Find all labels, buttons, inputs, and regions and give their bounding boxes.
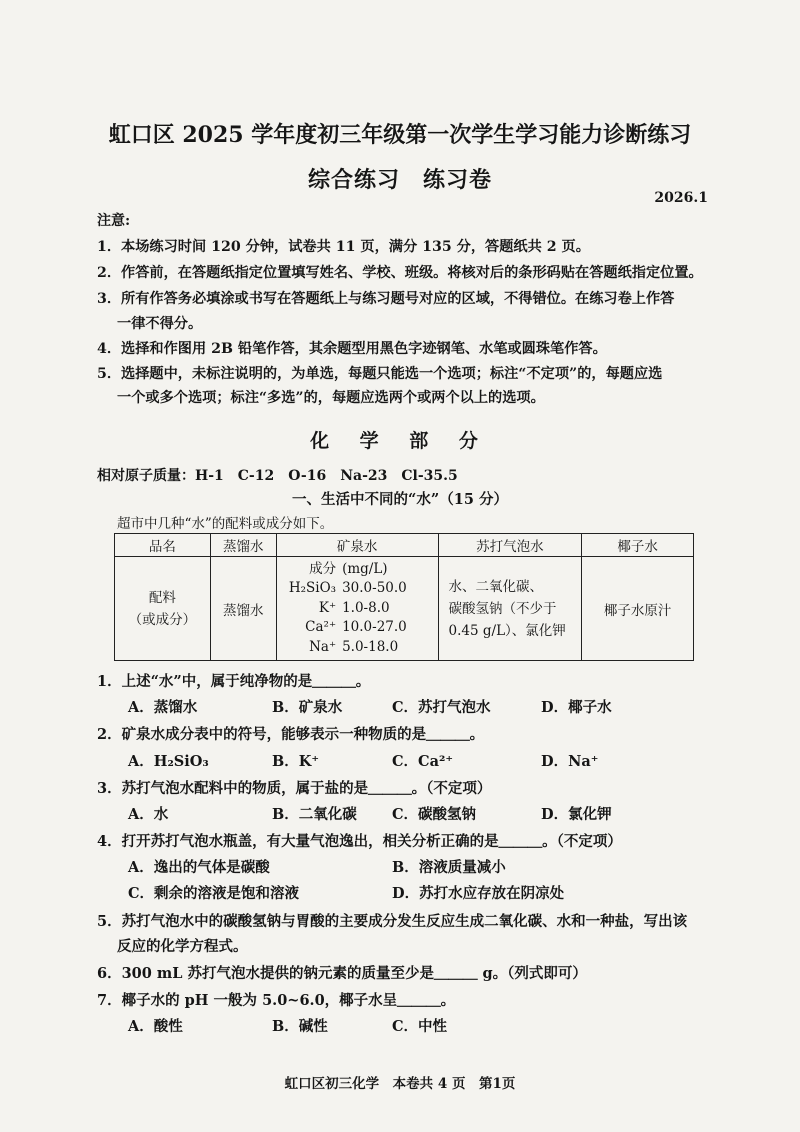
section-title: 化 学 部 分 (310, 430, 490, 452)
atomic-mass-line: 相对原子质量：H-1 C-12 O-16 Na-23 Cl-35.5 (97, 468, 458, 484)
header-coconut: 椰子水 (582, 534, 694, 557)
mineral-name: Na⁺ (309, 638, 337, 655)
question-7-stem: 7．椰子水的 pH 一般为 5.0~6.0，椰子水呈＿＿＿。 (97, 992, 456, 1009)
question-1-option-c: C．苏打气泡水 (392, 699, 491, 716)
row-label (115, 557, 211, 661)
question-1-option-d: D．椰子水 (541, 699, 612, 716)
row-label-line-1: 配料 (148, 589, 176, 606)
mineral-value: 10.0-27.0 (342, 619, 407, 636)
coconut-cell: 椰子水原汁 (582, 557, 694, 661)
mineral-value: 1.0-8.0 (342, 599, 390, 616)
question-4-option-d: D．苏打水应存放在阴凉处 (392, 885, 565, 902)
note-line-2: 2．作答前，在答题纸指定位置填写姓名、学校、班级。将核对后的条形码贴在答题纸指定位置。 (97, 265, 703, 281)
mineral-head-v: (mg/L) (342, 560, 388, 577)
exam-subtitle: 综合练习 练习卷 (307, 167, 492, 193)
mineral-name: Ca²⁺ (305, 619, 337, 636)
page-footer: 虹口区初三化学 本卷共 4 页 第1页 (284, 1076, 516, 1092)
distilled-cell: 蒸馏水 (210, 557, 276, 661)
question-4-option-c: C．剩余的溶液是饱和溶液 (128, 885, 300, 902)
header-soda: 苏打气泡水 (438, 534, 582, 557)
header-product: 品名 (115, 534, 211, 557)
note-line-3-cont: 一律不得分。 (117, 316, 203, 332)
question-3-option-c: C．碳酸氢钠 (392, 806, 477, 823)
exam-title: 虹口区 2025 学年度初三年级第一次学生学习能力诊断练习 (108, 122, 692, 148)
question-3-option-a: A．水 (128, 806, 169, 823)
note-line-5-cont: 一个或多个选项；标注“多选”的，每题应选两个或两个以上的选项。 (117, 390, 545, 406)
question-4-option-b: B．溶液质量减小 (392, 859, 506, 876)
question-7-option-a: A．酸性 (128, 1018, 183, 1035)
soda-cell (438, 557, 582, 661)
question-1-option-b: B．矿泉水 (272, 699, 343, 716)
question-3-stem: 3．苏打气泡水配料中的物质，属于盐的是＿＿＿。（不定项） (97, 780, 492, 797)
soda-line-2: 碳酸氢钠（不少于 (448, 600, 557, 617)
question-2-option-d: D．Na⁺ (541, 753, 599, 770)
question-5-stem-cont: 反应的化学方程式。 (117, 938, 248, 955)
question-2-option-b: B．K⁺ (272, 753, 320, 770)
soda-line-3: 0.45 g/L）、氯化钾 (448, 622, 566, 639)
note-line-1: 1．本场练习时间 120 分钟，试卷共 11 页，满分 135 分，答题纸共 2 页。 (97, 239, 590, 255)
notes-title: 注意: (97, 213, 131, 229)
note-line-3: 3．所有作答务必填涂或书写在答题纸上与练习题号对应的区域，不得错位。在练习卷上作答 (97, 291, 675, 307)
question-3-option-b: B．二氧化碳 (272, 806, 357, 823)
table-row (115, 557, 694, 661)
question-2-stem: 2．矿泉水成分表中的符号，能够表示一种物质的是＿＿＿。 (97, 726, 485, 743)
question-3-option-d: D．氯化钾 (541, 806, 612, 823)
part-title: 一、生活中不同的“水”（15 分） (292, 491, 508, 508)
question-2-option-c: C．Ca²⁺ (392, 753, 453, 770)
mineral-head-k: 成分 (309, 560, 337, 577)
question-4-stem: 4．打开苏打气泡水瓶盖，有大量气泡逸出，相关分析正确的是＿＿＿。（不定项） (97, 833, 622, 850)
question-2-option-a: A．H₂SiO₃ (128, 753, 209, 770)
exam-date: 2026.1 (654, 190, 708, 206)
note-line-5: 5．选择题中，未标注说明的，为单选，每题只能选一个选项；标注“不定项”的，每题应选 (97, 366, 663, 382)
mineral-name: H₂SiO₃ (288, 580, 337, 597)
question-1-stem: 1．上述“水”中，属于纯净物的是＿＿＿。 (97, 673, 371, 690)
question-5-stem: 5．苏打气泡水中的碳酸氢钠与胃酸的主要成分发生反应生成二氧化碳、水和一种盐，写出该 (97, 913, 688, 930)
table-intro: 超市中几种“水”的配料或成分如下。 (117, 516, 334, 532)
soda-line-1: 水、二氧化碳、 (448, 578, 544, 595)
header-distilled: 蒸馏水 (210, 534, 276, 557)
mineral-cell (276, 557, 438, 661)
row-label-line-2: （或成分） (128, 611, 197, 628)
note-line-4: 4．选择和作图用 2B 铅笔作答，其余题型用黑色字迹钢笔、水笔或圆珠笔作答。 (97, 341, 607, 357)
header-mineral: 矿泉水 (276, 534, 438, 557)
ingredients-table (114, 533, 694, 661)
table-header-row (115, 534, 694, 557)
question-6-stem: 6．300 mL 苏打气泡水提供的钠元素的质量至少是＿＿＿ g。（列式即可） (97, 965, 587, 982)
question-7-option-c: C．中性 (392, 1018, 448, 1035)
mineral-name: K⁺ (318, 599, 337, 616)
question-4-option-a: A．逸出的气体是碳酸 (128, 859, 270, 876)
question-1-option-a: A．蒸馏水 (128, 699, 198, 716)
question-7-option-b: B．碱性 (272, 1018, 328, 1035)
mineral-value: 30.0-50.0 (342, 580, 407, 597)
mineral-value: 5.0-18.0 (342, 638, 399, 655)
